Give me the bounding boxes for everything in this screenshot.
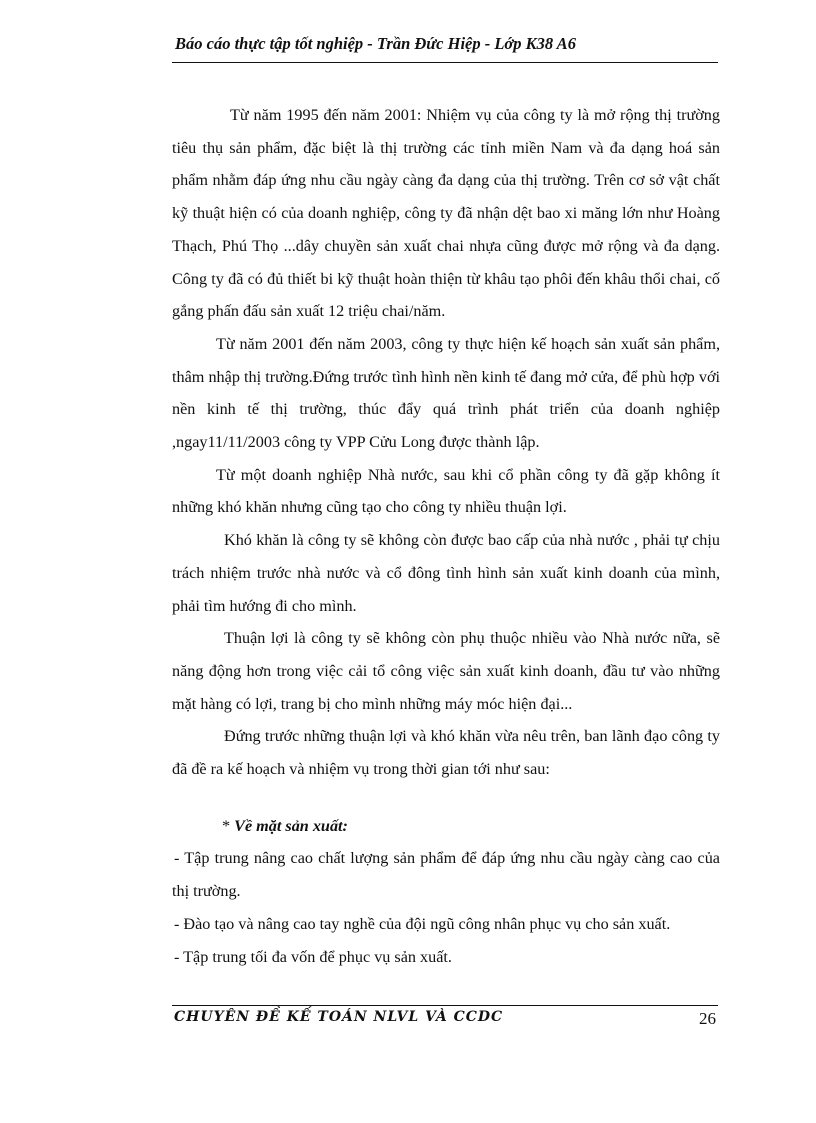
section-title: Về mặt sản xuất: (234, 816, 348, 835)
header-divider (172, 62, 718, 63)
paragraph-difficulties: Khó khăn là công ty sẽ không còn được bao cấp của nhà nước , phải tự chịu trách nhiệm trước nhà nước và cổ đông tình hình sản xuất kinh doanh của mình, phải tìm hướng đi cho mình. (172, 531, 720, 615)
paragraph-1995-2001: Từ năm 1995 đến năm 2001: Nhiệm vụ của công ty là mở rộng thị trường tiêu thụ sản phẩm, đặc biệt là thị trường các tỉnh miền Nam và đa dạng hoá sản phẩm nhằm đáp ứng nhu cầu ngày càng đa dạng của thị trường. Trên cơ sở vật chất kỹ thuật hiện có của doanh nghiệp, công ty đã nhận dệt bao xi măng lớn như Hoàng Thạch, Phú Thọ ...dây chuyền sản xuất chai nhựa cũng được mở rộng và đa dạng. Công ty đã có đủ thiết bi kỹ thuật hoàn thiện từ khâu tạo phôi đến khâu thổi chai, cố gắng phấn đấu sản xuất 12 triệu chai/năm. (172, 106, 720, 321)
footer-divider (172, 1005, 718, 1006)
document-body (172, 99, 720, 973)
section-star: * (222, 816, 235, 835)
page-header-title: Báo cáo thực tập tốt nghiệp - Trần Đức Hiệp - Lớp K38 A6 (175, 34, 576, 53)
bullet-training: - Đào tạo và nâng cao tay nghề của đội ngũ công nhân phục vụ cho sản xuất. (174, 914, 671, 933)
paragraph-2001-2003: Từ năm 2001 đến năm 2003, công ty thực hiện kế hoạch sản xuất sản phẩm, thâm nhập thị trường.Đứng trước tình hình nền kinh tế đang mở cửa, để phù hợp với nền kinh tế thị trường, thúc đẩy quá trình phát triển của doanh nghiệp ,ngay11/11/2003 công ty VPP Cửu Long được thành lập. (172, 334, 720, 452)
section-heading-production (172, 810, 720, 843)
paragraph-equitization: Từ một doanh nghiệp Nhà nước, sau khi cổ phần công ty đã gặp không ít những khó khăn nhưng cũng tạo cho công ty nhiều thuận lợi. (172, 465, 720, 517)
footer-title: CHUYÊN ĐỀ KẾ TOÁN NLVL VÀ CCDC (174, 1009, 504, 1025)
bullet-quality: - Tập trung nâng cao chất lượng sản phẩm để đáp ứng nhu cầu ngày càng cao của thị trường. (172, 849, 720, 901)
bullet-capital: - Tập trung tối đa vốn để phục vụ sản xuất. (174, 947, 452, 966)
paragraph-advantages: Thuận lợi là công ty sẽ không còn phụ thuộc nhiều vào Nhà nước nữa, sẽ năng động hơn trong việc cải tổ công việc sản xuất kinh doanh, đầu tư vào những mặt hàng có lợi, trang bị cho mình những máy móc hiện đại... (172, 629, 720, 713)
paragraph-plan-intro: Đứng trước những thuận lợi và khó khăn vừa nêu trên, ban lãnh đạo công ty đã đề ra kế hoạch và nhiệm vụ trong thời gian tới như sau: (172, 727, 720, 779)
section-spacer (172, 786, 720, 810)
page-number: 26 (699, 1009, 716, 1028)
